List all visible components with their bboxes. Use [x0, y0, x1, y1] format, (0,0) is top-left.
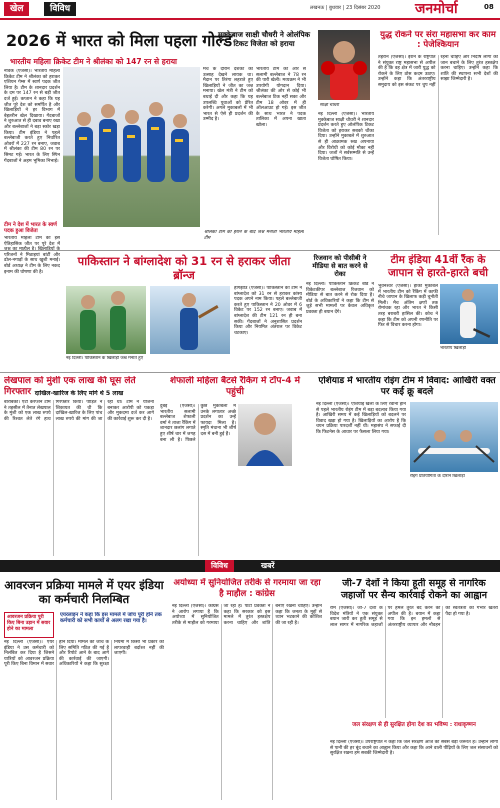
photo-india-women-team: [63, 67, 200, 227]
body-hockey: भुवनेश्वर (एजेंसी)। हॉकी मुकाबले में भारतीय टीम को रैंकिंग में काफी नीचे जापान के खिलाफ कड़ी चुनौती मिली। मैच अंतिम क्षणों तक रोमांचक रहा और भारत ने किसी तरह बराबरी हासिल की। कोच ने कहा कि टीम को अपनी रणनीति पर फिर से विचार करना होगा।: [378, 284, 438, 329]
section-tag-misc: विविध: [205, 560, 234, 572]
boxer-illustration: [318, 30, 370, 100]
photo-hockey: [440, 284, 498, 344]
photo-sakshi-chaudhary: [318, 30, 370, 100]
caption-hockey: भारतीय खिलाड़ी: [440, 346, 466, 351]
subhead-lekhpal: दाखिल-खारिज के लिए मांगे थे 5 लाख: [34, 390, 124, 397]
pakistan-players-illustration: [66, 286, 146, 354]
body-boxer: नई दिल्ली (एजेंसी)। भारतीय मुक्केबाज साक्षी चौधरी ने शानदार प्रदर्शन करते हुए ओलंपिक टिकट विजेता को हराकर सबको चौंका दिया। उन्होंने मुकाबले में शुरुआत से ही आक्रामक रुख अपनाया और विरोधी को कोई मौका नहीं दिया। जजों ने सर्वसम्मति से उन्हें विजेता घोषित किया।: [318, 112, 374, 162]
caption-pakistan: नई दिल्ली। पाकिस्तान के खिलाड़ी जश्न मनाते हुए: [66, 356, 144, 361]
headline-pakistan-bronze: पाकिस्तान ने बांग्लादेश को 31 रन से हराकर जीता ब्रॉन्ज: [77, 254, 291, 282]
box-heading-water: जल संरक्षण से ही सुरक्षित होगा देश का भविष्य : राधाकृष्णन: [352, 722, 476, 728]
headline-shafali-ranking: शेफाली महिला बैटर्स रैंकिंग में टॉप-4 में पहुंची: [169, 376, 301, 397]
body-lekhpal: बाराबंकी। एंटी करप्शन टीम ने तहसील में तैनात लेखपाल के मुंशी को एक लाख रुपये की रिश्वत लेते रंगे हाथ गिरफ्तार किया। पीड़ित ने शिकायत की थी कि दाखिल-खारिज के लिए पांच लाख रुपये की मांग की जा रही थी। टीम ने योजना बनाकर आरोपी को पकड़ा और मुकदमा दर्ज कर आगे की कार्रवाई शुरू कर दी है।: [4, 400, 154, 422]
box-body-gold: भारतीय महिला टीम की इस ऐतिहासिक जीत पर पूरे देश में परिजनों ने मिठाइयां बांटीं और ढोल-नगाड़ों के साथ खुशी मनाई। बोर्ड अध्यक्ष ने टीम के लिए नकद इनाम की घोषणा की है।: [4, 236, 60, 275]
rowing-illustration: [410, 402, 498, 472]
section-tag-sports: खेल: [4, 2, 29, 16]
body-g7: रोम (एजेंसी)। जी-7 देशों के विदेश मंत्रियों ने एक संयुक्त बयान जारी कर हूती समूह से लाल सागर में नागरिक जहाजों पर हमले तुरंत बंद करने की अपील की है। बयान में कहा गया कि इन हमलों से अंतरराष्ट्रीय व्यापार और नौवहन की स्वतंत्रता को गंभीर खतरा पैदा हो गया है।: [330, 606, 498, 628]
caption-gold: श्रीलंका टीम को हराने के बाद जश्न मनाती भारतीय महिला टीम: [204, 230, 304, 241]
section-tag-misc: विविध: [44, 2, 76, 16]
caption-rowing: रोइंग प्रतियोगिता के दौरान खिलाड़ी: [410, 474, 465, 479]
team-illustration: [63, 67, 200, 227]
body-gold-col1: नेविक (एजेंसी)। भारतीय महिला क्रिकेट टीम ने श्रीलंका को हराकर एशियन गेम्स में स्वर्ण पदक जीत लिया है। टीम के शानदार प्रदर्शन के दम पर 147 रन से बड़ी जीत दर्ज हुई। कप्तान ने कहा कि यह जीत पूरे देश को समर्पित है और खिलाड़ियों ने हर विभाग में बेहतरीन खेल दिखाया। गेंदबाजों ने शुरुआत से ही दबाव बनाए रखा और बल्लेबाजों ने बड़ा स्कोर खड़ा किया। टीम इंडिया ने पहले बल्लेबाजी करते हुए निर्धारित ओवरों में 227 रन बनाए, जवाब में श्रीलंका की टीम 80 रन पर सिमट गई। भारत के लिए स्पिन गेंदबाजों ने अहम भूमिका निभाई।: [4, 69, 60, 164]
body-gold-col3: मैच के दौरान दर्शकों का उत्साह देखने लायक था। मैदान पर तिरंगा लहराते हुए खिलाड़ियों ने जीत का जश्न मनाया। खेल मंत्री ने टीम को बधाई दी और कहा कि यह उपलब्धि युवाओं को प्रेरित करेगी। अगले मुकाबलों में भी भारत से ऐसे ही प्रदर्शन की उम्मीद है।: [203, 67, 253, 123]
headline-ayodhya: अयोध्या में सुनियोजित तरीके से गरमाया जा रहा है माहौल : कांग्रेस: [173, 578, 321, 599]
caption-boxer: साक्षी चौधरी: [320, 103, 340, 108]
photo-pakistan-team: [66, 286, 146, 354]
section-tag-news: खबरें: [261, 561, 275, 570]
box-heading-air-india: आवरजन प्रक्रिया पूरी किए बिना उड़ान में सवार होने का मामला: [4, 612, 54, 638]
body-rizwan: नई दिल्ली। पाकिस्तान क्रिकेट बोर्ड ने विकेटकीपर बल्लेबाज रिजवान को मीडिया से बात करने से रोक दिया है। बोर्ड के अधिकारियों ने कहा कि टीम से जुड़े सभी मामलों पर केवल अधिकृत प्रवक्ता ही बयान देंगे।: [306, 282, 374, 315]
headline-g7-houthi: जी-7 देशों ने किया हूती समूह से नागरिक जहाजों पर सैन्य कार्रवाई रोकने का आह्वान: [340, 578, 487, 601]
body-gold-col4: भारतीय टीम की ओर से सलामी बल्लेबाज ने 78 रन की पारी खेली। मध्यक्रम ने भी उपयोगी योगदान दिया। श्रीलंका की ओर से कोई भी बल्लेबाज टिक नहीं सका और टीम 18 ओवर में ही ऑलआउट हो गई। इस जीत के साथ भारत ने पदक तालिका में अपना खाता खोला।: [256, 67, 306, 128]
subhead-gold: भारतीय महिला क्रिकेट टीम ने श्रीलंका को 147 रन से हराया: [10, 57, 177, 66]
hockey-illustration: [440, 284, 498, 344]
quote-air-india: एयरलाइन ने कहा कि इस मामले में जांच पूरी होने तक कर्मचारी को सभी कार्यों से अलग रखा गया है।: [60, 612, 162, 625]
box-heading-gold: टीम ने देश में भारत के स्वर्ण पदक हुआ विजेता: [4, 222, 57, 234]
masthead-logo: जनमोर्चा: [415, 1, 458, 17]
shafali-illustration: [238, 404, 292, 466]
headline-gold: 2026 में भारत को मिला पहला गोल्ड: [6, 31, 233, 50]
headline-hockey-japan: टीम इंडिया 41वीं रैंक के जापान से हारते-हारते बची: [388, 254, 488, 279]
page-number: 08: [484, 3, 494, 11]
section-band: [0, 560, 500, 572]
headline-unga: युद्ध रोकने पर संरा महासभा कर काम : पेजेश्कियान: [380, 30, 496, 50]
headline-boxer: मुक्केबाज साक्षी चौधरी ने ओलंपिक टिकट विजेता को हराया: [217, 30, 311, 48]
headline-air-india: आवरजन प्रक्रिया मामले में एयर इंडिया का कर्मचारी निलम्बित: [4, 578, 164, 606]
photo-bangladesh-match: [150, 286, 230, 354]
date-line: लखनऊ | बुधवार | 23 दिसंबर 2020: [310, 5, 381, 11]
body-rowing: नई दिल्ली (एजेंसी)। एशियाई खेलों के लिए रवाना होने से पहले भारतीय रोइंग टीम में बड़ा बदलाव किया गया है। आखिरी समय में कई खिलाड़ियों को बदलने पर विवाद खड़ा हो गया है। खिलाड़ियों का आरोप है कि चयन प्रक्रिया पारदर्शी नहीं थी। महासंघ ने सफाई दी कि फिटनेस के आधार पर फैसला लिया गया।: [316, 402, 406, 435]
photo-rowing: [410, 402, 498, 472]
photo-shafali-verma: [238, 404, 292, 466]
body-ayodhya: नई दिल्ली (एजेंसी)। कांग्रेस ने आरोप लगाया है कि अयोध्या में सुनियोजित तरीके से माहौल को गरमाया जा रहा है। पार्टी प्रवक्ता ने कहा कि सरकार को इस मामले में तुरंत हस्तक्षेप करना चाहिए और शांति बनाए रखनी चाहिए। उन्होंने कहा कि जनता के मुद्दों से ध्यान भटकाने की कोशिश की जा रही है।: [172, 604, 322, 626]
body-pakistan-bronze: हांगझोउ (एजेंसी)। पाकिस्तान की टीम ने बांग्लादेश को 31 रन से हराकर कांस्य पदक अपने नाम किया। पहले बल्लेबाजी करते हुए पाकिस्तान ने 20 ओवर में 6 विकेट पर 152 रन बनाए। जवाब में बांग्लादेश की टीम 121 रन ही बना सकी। गेंदबाजों ने अनुशासित प्रदर्शन किया और नियमित अंतराल पर विकेट चटकाए।: [234, 286, 302, 336]
body-unga: तेहरान (एजेंसी)। ईरान के राष्ट्रपति ने संयुक्त राष्ट्र महासभा से अपील की है कि वह क्षेत्र में जारी युद्ध को रोकने के लिए ठोस कदम उठाए। उन्होंने कहा कि अंतरराष्ट्रीय समुदाय को इस संकट पर चुप नहीं रहना चाहिए और निर्दोष लोगों की जान बचाने के लिए तुरंत हस्तक्षेप करना चाहिए। उन्होंने कहा कि शांति की स्थापना सभी देशों की साझा जिम्मेदारी है।: [378, 55, 498, 88]
box-body-water: नई दिल्ली (एजेंसी)। उपराष्ट्रपति ने कहा कि जल संरक्षण आज की सबसे बड़ी जरूरत है। उन्होंने लोगों से पानी की हर बूंद बचाने का आह्वान किया और कहा कि आने वाली पीढ़ियों के लिए जल संसाधनों को सुरक्षित रखना हम सबकी जिम्मेदारी है।: [330, 740, 498, 757]
divider: [0, 250, 500, 251]
headline-rowing-controversy: एशियाड में भारतीय रोइंग टीम में विवाद: आखिरी वक्त पर कर्ई क्रू बदले: [318, 376, 496, 397]
body-air-india: नई दिल्ली (एजेंसी)। एयर इंडिया ने उस कर्मचारी को निलंबित कर दिया है जिसने यात्रियों को आवरजन प्रक्रिया पूरी किए बिना विमान में सवार होने दिया। मामले की जांच के लिए समिति गठित की गई है और रिपोर्ट आने के बाद आगे की कार्रवाई की जाएगी। अधिकारियों ने कहा कि सुरक्षा नियमों में किसी भी प्रकार की लापरवाही बर्दाश्त नहीं की जाएगी।: [4, 640, 164, 668]
headline-rizwan: रिजवान को पीसीबी ने मीडिया से बात करने से रोका: [312, 254, 368, 278]
page-header: [0, 0, 500, 20]
body-shafali: दुबई (एजेंसी)। भारतीय सलामी बल्लेबाज शेफाली वर्मा ने ताजा रैंकिंग में शानदार छलांग लगाते हुए शीर्ष चार में जगह बना ली है। पिछले कुछ मुकाबलों में उनके लगातार अच्छे प्रदर्शन का उन्हें फायदा मिला है। स्मृति मंधाना भी शीर्ष दस में बनी हुई हैं।: [160, 404, 236, 443]
match-illustration: [150, 286, 230, 354]
headline-lekhpal-bribe: लेखपाल को मुंशी एक लाख की घूस लेते गिरफ्तार: [4, 376, 136, 397]
divider: [0, 372, 500, 373]
